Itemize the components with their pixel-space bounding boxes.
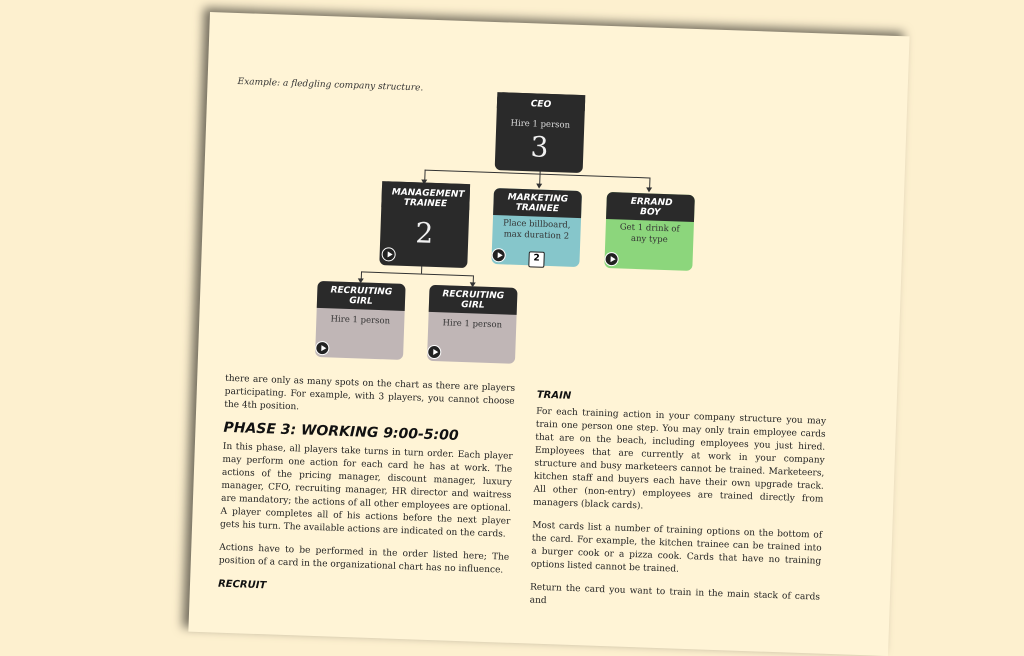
card-action: Place billboard, max duration 2 [502, 218, 571, 242]
left-column [218, 373, 515, 601]
connector-line [361, 271, 473, 276]
card-title: RECRUITING GIRL [317, 281, 406, 311]
card-title: ERRAND BOY [606, 192, 695, 222]
card-title: MARKETING TRAINEE [493, 188, 582, 218]
play-icon [604, 252, 618, 266]
recruiting-girl-card [315, 281, 406, 360]
card-number: 3 [529, 130, 549, 164]
training-options-paragraph: Most cards list a number of training options on the bottom of the card. For example, the kitchen trainee can be trained into a burger cook or a pizza cook. Cards that have no training options listed cannot be trained. [530, 520, 823, 575]
order-paragraph: Actions have to be performed in the order listed here; The position of a card in the organizational chart has no influence. [218, 542, 510, 576]
card-action: Hire 1 person [330, 314, 391, 327]
intro-paragraph: there are only as many spots on the chart as there are players participating. For example, with 3 players, you cannot choose the 4th position. [224, 373, 516, 413]
phase-heading: PHASE 3: WORKING 9:00-5:00 [223, 419, 459, 444]
play-icon [427, 345, 441, 359]
card-action: Hire 1 person [510, 118, 571, 131]
arrow-icon [536, 183, 542, 188]
right-column [529, 389, 827, 628]
management-trainee-card [379, 181, 470, 268]
card-number: 2 [414, 216, 434, 250]
recruiting-girl-card [427, 285, 518, 364]
train-heading: TRAIN [536, 389, 572, 402]
return-paragraph: Return the card you want to train in the main stack of cards and [529, 582, 821, 607]
errand-boy-card [604, 192, 695, 271]
figure-caption: Example: a fledgling company structure. [237, 77, 424, 94]
connector-line [421, 266, 422, 274]
train-paragraph: For each training action in your company structure you may train one person one step. You may only train employee cards that are on the beach, including employees you just hired. Employees that are currently at work in your company structure and busy marketeers cannot be trained. Marketeers, kitchen staff and buyers each have their own upgrade track. All other (non-entry) employees are trained directly from managers (black cards). [532, 406, 827, 512]
play-icon [315, 341, 329, 355]
play-icon [491, 248, 505, 262]
card-action: Get 1 drink of any type [619, 222, 680, 246]
card-title: MANAGEMENT TRAINEE [381, 181, 470, 210]
ceo-card [495, 92, 586, 173]
phase-paragraph: In this phase, all players take turns in turn order. Each player may perform one action for each card he has at work. The actions of the pricing manager, discount manager, luxury manager, CFO, recruiting manager, HR director and waitress are mandatory; the actions of all other employees are optional. A player completes all of his actions before the next player gets his turn. The available actions are indicated on the cards. [219, 441, 513, 540]
arrow-icon [646, 187, 652, 192]
recruit-heading: RECRUIT [217, 578, 267, 592]
duration-badge: 2 [528, 251, 545, 268]
play-icon [381, 247, 395, 261]
document-page [188, 12, 909, 656]
card-action: Hire 1 person [442, 318, 503, 331]
card-title: CEO [497, 92, 586, 111]
marketing-trainee-card [491, 188, 582, 267]
card-title: RECRUITING GIRL [429, 285, 518, 315]
